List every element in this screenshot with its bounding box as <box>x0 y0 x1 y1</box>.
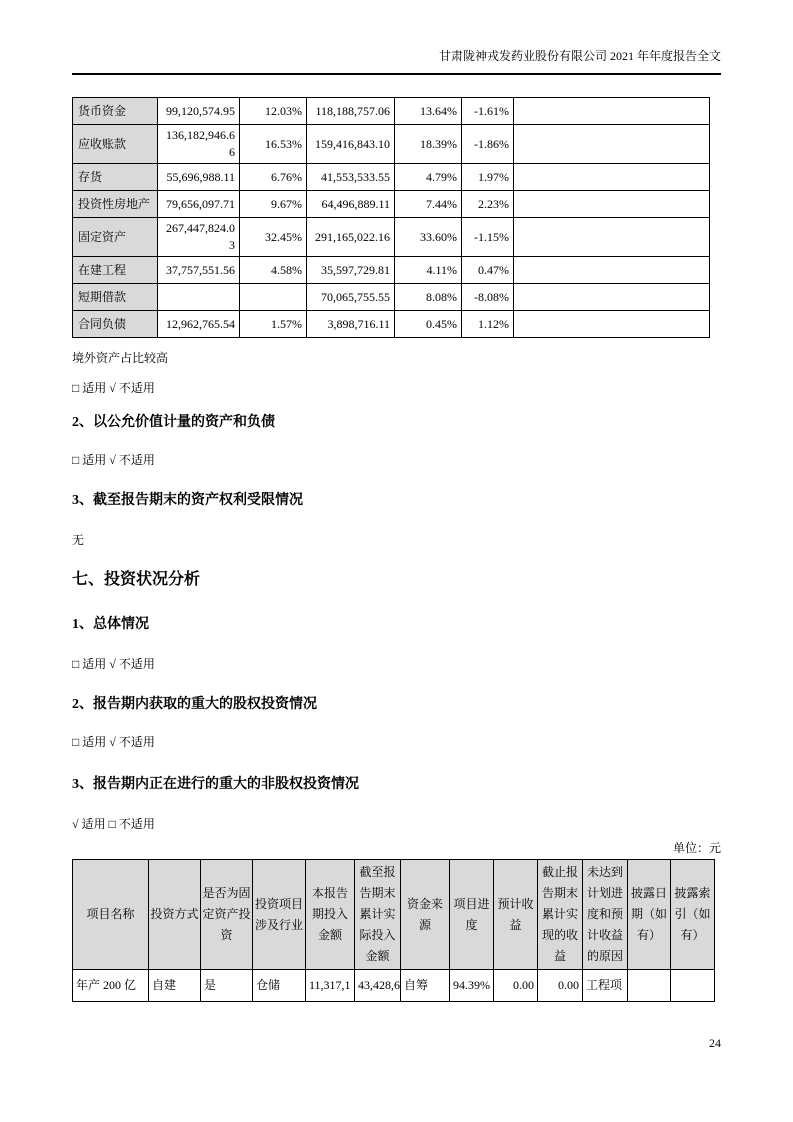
table-cell: 1.57% <box>240 311 307 338</box>
table-cell: 118,188,757.06 <box>307 98 395 125</box>
table-cell: 0.00 <box>494 970 538 1002</box>
table-cell: 291,165,022.16 <box>307 218 395 257</box>
column-header: 项目名称 <box>73 860 149 970</box>
column-header: 是否为固定资产投资 <box>201 860 253 970</box>
table-cell: 35,597,729.81 <box>307 257 395 284</box>
table-cell: 11,317,1 <box>306 970 355 1002</box>
table-cell: 6.76% <box>240 164 307 191</box>
table-row <box>73 311 710 338</box>
row-label: 在建工程 <box>73 257 158 284</box>
page-number: 24 <box>709 1036 721 1050</box>
column-header: 投资方式 <box>149 860 201 970</box>
row-label: 合同负债 <box>73 311 158 338</box>
table-cell: 136,182,946.66 <box>158 125 240 164</box>
row-label: 存货 <box>73 164 158 191</box>
table-cell: 自建 <box>149 970 201 1002</box>
table-cell <box>628 970 671 1002</box>
table-cell <box>514 257 710 284</box>
table-cell: 99,120,574.95 <box>158 98 240 125</box>
row-label: 短期借款 <box>73 284 158 311</box>
table-cell: -8.08% <box>462 284 514 311</box>
table-row <box>73 98 710 125</box>
overseas-assets-note: 境外资产占比较高 <box>72 351 169 365</box>
heading-major-non-equity-investment: 3、报告期内正在进行的重大的非股权投资情况 <box>72 777 359 792</box>
table-row <box>73 970 715 1002</box>
table-cell <box>514 311 710 338</box>
table-row <box>73 125 710 164</box>
table-row <box>73 164 710 191</box>
applicability-line: □ 适用 √ 不适用 <box>72 453 155 467</box>
column-header: 资金来源 <box>401 860 450 970</box>
table-cell <box>514 284 710 311</box>
asset-change-table <box>72 97 710 338</box>
table-cell: 12,962,765.54 <box>158 311 240 338</box>
table-cell: 4.79% <box>395 164 462 191</box>
table-cell: -1.61% <box>462 98 514 125</box>
table-cell <box>514 218 710 257</box>
table-cell: -1.86% <box>462 125 514 164</box>
table-cell: 4.58% <box>240 257 307 284</box>
none-text: 无 <box>72 533 85 547</box>
table-cell: 43,428,6 <box>355 970 401 1002</box>
table-cell <box>514 98 710 125</box>
column-header: 披露索引（如有） <box>671 860 715 970</box>
table-cell <box>514 191 710 218</box>
table-cell: 0.47% <box>462 257 514 284</box>
table-cell <box>240 284 307 311</box>
table-cell: 9.67% <box>240 191 307 218</box>
non-equity-investment-table <box>72 859 715 1002</box>
row-label: 应收账款 <box>73 125 158 164</box>
table-row <box>73 218 710 257</box>
applicability-line: □ 适用 √ 不适用 <box>72 381 155 395</box>
table-row <box>73 284 710 311</box>
table-cell: -1.15% <box>462 218 514 257</box>
table-row <box>73 257 710 284</box>
table-cell: 0.00 <box>538 970 583 1002</box>
table-cell: 7.44% <box>395 191 462 218</box>
table-cell: 159,416,843.10 <box>307 125 395 164</box>
column-header: 未达到计划进度和预计收益的原因 <box>583 860 628 970</box>
table-cell: 2.23% <box>462 191 514 218</box>
row-label: 货币资金 <box>73 98 158 125</box>
table-cell: 32.45% <box>240 218 307 257</box>
table-cell: 16.53% <box>240 125 307 164</box>
table-cell: 8.08% <box>395 284 462 311</box>
applicability-line: □ 适用 √ 不适用 <box>72 735 155 749</box>
column-header: 截止报告期末累计实现的收益 <box>538 860 583 970</box>
table-cell: 267,447,824.03 <box>158 218 240 257</box>
column-header: 披露日期（如有） <box>628 860 671 970</box>
table-cell: 12.03% <box>240 98 307 125</box>
table-cell: 3,898,716.11 <box>307 311 395 338</box>
table-row <box>73 191 710 218</box>
table-cell: 41,553,533.55 <box>307 164 395 191</box>
column-header: 截至报告期末累计实际投入金额 <box>355 860 401 970</box>
table-cell: 自筹 <box>401 970 450 1002</box>
table-cell: 64,496,889.11 <box>307 191 395 218</box>
column-header: 投资项目涉及行业 <box>253 860 306 970</box>
table-cell: 是 <box>201 970 253 1002</box>
applicability-line: □ 适用 √ 不适用 <box>72 657 155 671</box>
column-header: 项目进度 <box>450 860 494 970</box>
table-cell: 1.97% <box>462 164 514 191</box>
heading-major-equity-investment: 2、报告期内获取的重大的股权投资情况 <box>72 697 317 712</box>
table-cell: 55,696,988.11 <box>158 164 240 191</box>
heading-fair-value-assets: 2、以公允价值计量的资产和负债 <box>72 415 275 430</box>
column-header: 预计收益 <box>494 860 538 970</box>
table-cell <box>671 970 715 1002</box>
heading-overall-situation: 1、总体情况 <box>72 617 149 632</box>
row-label: 投资性房地产 <box>73 191 158 218</box>
table-cell: 79,656,097.71 <box>158 191 240 218</box>
column-header: 本报告期投入金额 <box>306 860 355 970</box>
report-title: 甘肃陇神戎发药业股份有限公司 2021 年年度报告全文 <box>438 49 721 63</box>
table-cell: 1.12% <box>462 311 514 338</box>
heading-investment-analysis: 七、投资状况分析 <box>72 571 201 588</box>
table-cell: 仓储 <box>253 970 306 1002</box>
applicability-line: √ 适用 □ 不适用 <box>72 817 155 831</box>
table-cell <box>514 125 710 164</box>
table-cell <box>514 164 710 191</box>
table-cell: 年产 200 亿 <box>73 970 149 1002</box>
table-cell <box>158 284 240 311</box>
table-cell: 94.39% <box>450 970 494 1002</box>
table-cell: 37,757,551.56 <box>158 257 240 284</box>
table-cell: 13.64% <box>395 98 462 125</box>
table-cell: 70,065,755.55 <box>307 284 395 311</box>
table-cell: 工程项 <box>583 970 628 1002</box>
unit-label: 单位：元 <box>672 841 721 855</box>
table-cell: 18.39% <box>395 125 462 164</box>
table-header-row <box>73 860 715 970</box>
report-header <box>72 48 721 75</box>
heading-restricted-rights: 3、截至报告期末的资产权利受限情况 <box>72 493 303 508</box>
table-cell: 0.45% <box>395 311 462 338</box>
row-label: 固定资产 <box>73 218 158 257</box>
table-cell: 4.11% <box>395 257 462 284</box>
table-cell: 33.60% <box>395 218 462 257</box>
